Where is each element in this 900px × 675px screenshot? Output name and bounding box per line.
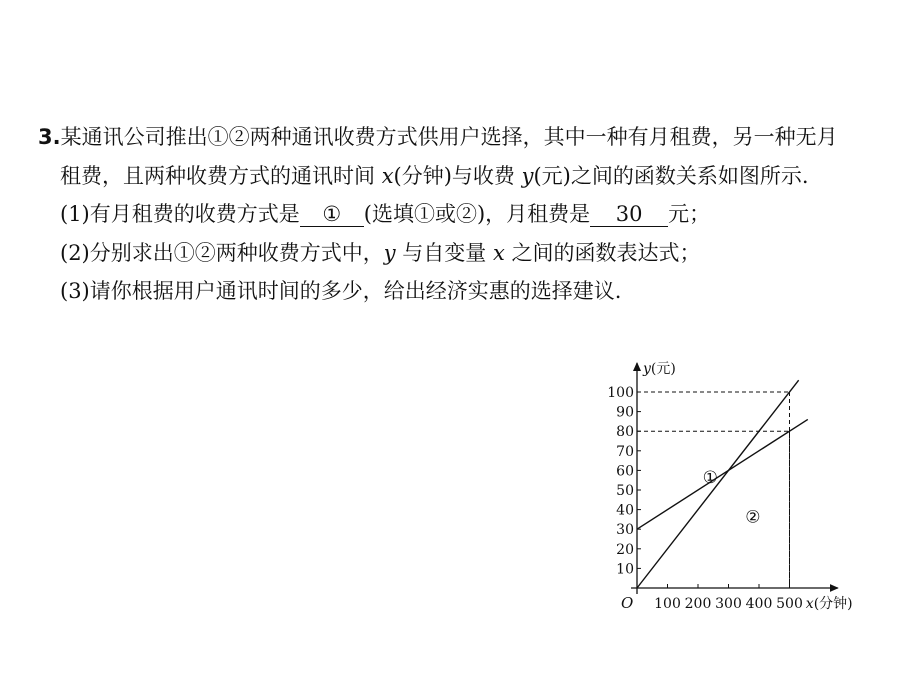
statement-text-2b: (分钟)与收费 (393, 163, 522, 188)
series-lines (637, 380, 808, 588)
y-tick-label: 30 (616, 522, 634, 539)
statement-text-1: 某通讯公司推出①②两种通讯收费方式供用户选择，其中一种有月租费，另一种无月 (60, 125, 838, 149)
origin-label: O (621, 594, 634, 612)
variable-x: x (381, 163, 394, 188)
q1-answer-blank-1: ① (300, 202, 364, 227)
y-tick-label: 50 (616, 483, 634, 499)
x-tick-label: 400 (745, 596, 773, 612)
q2-text-c: 之间的函数表达式； (504, 240, 701, 265)
y-axis-variable: y (643, 361, 651, 377)
statement-text-2c: (元)之间的函数关系如图所示. (533, 163, 809, 188)
question-3 (38, 272, 878, 311)
y-axis-label (642, 361, 676, 377)
function-graph (590, 355, 880, 625)
problem-statement-line-2 (38, 157, 878, 196)
question-number: 3. (38, 125, 61, 149)
variable-y: y (521, 163, 534, 188)
y-tick-label: 60 (616, 463, 634, 480)
q1-text-b: (选填①或②)，月租费是 (363, 202, 591, 226)
q2-text-b: 与自变量 (395, 240, 493, 265)
series-label-1: ① (702, 468, 718, 489)
y-tick-label: 90 (616, 404, 634, 421)
q1-answer-blank-2: 30 (590, 202, 668, 227)
axes (631, 363, 838, 594)
x-tick-label: 300 (715, 596, 742, 612)
axis-labels (621, 361, 853, 612)
y-tick-label: 100 (607, 385, 634, 401)
x-tick-label: 100 (654, 596, 681, 612)
question-2 (38, 234, 878, 273)
q2-variable-y: y (383, 240, 396, 265)
y-tick-label: 80 (616, 424, 634, 441)
x-tick-label: 500 (776, 596, 803, 612)
x-axis-unit: (分钟) (813, 596, 853, 612)
problem-text (38, 118, 878, 311)
statement-text-2a: 租费，且两种收费方式的通讯时间 (60, 163, 382, 188)
problem-statement-line-1 (38, 118, 878, 157)
series-line-1 (637, 419, 808, 529)
x-tick-label: 200 (684, 596, 712, 612)
x-axis-label (806, 596, 853, 612)
q1-text-a: (1)有月租费的收费方式是 (60, 202, 300, 226)
q2-text-a: (2)分别求出①②两种收费方式中， (60, 240, 384, 265)
q3-text: (3)请你根据用户通讯时间的多少，给出经济实惠的选择建议. (60, 279, 622, 303)
series-label-2: ② (745, 507, 761, 528)
q1-text-c: 元； (668, 202, 711, 226)
y-axis-unit: (元) (650, 361, 676, 377)
y-tick-label: 70 (616, 443, 634, 460)
y-tick-label: 40 (616, 502, 634, 519)
y-tick-label: 10 (616, 561, 634, 578)
question-1 (38, 195, 878, 234)
y-tick-label: 20 (616, 541, 634, 558)
x-axis-variable: x (805, 596, 814, 612)
q2-variable-x: x (492, 240, 505, 265)
